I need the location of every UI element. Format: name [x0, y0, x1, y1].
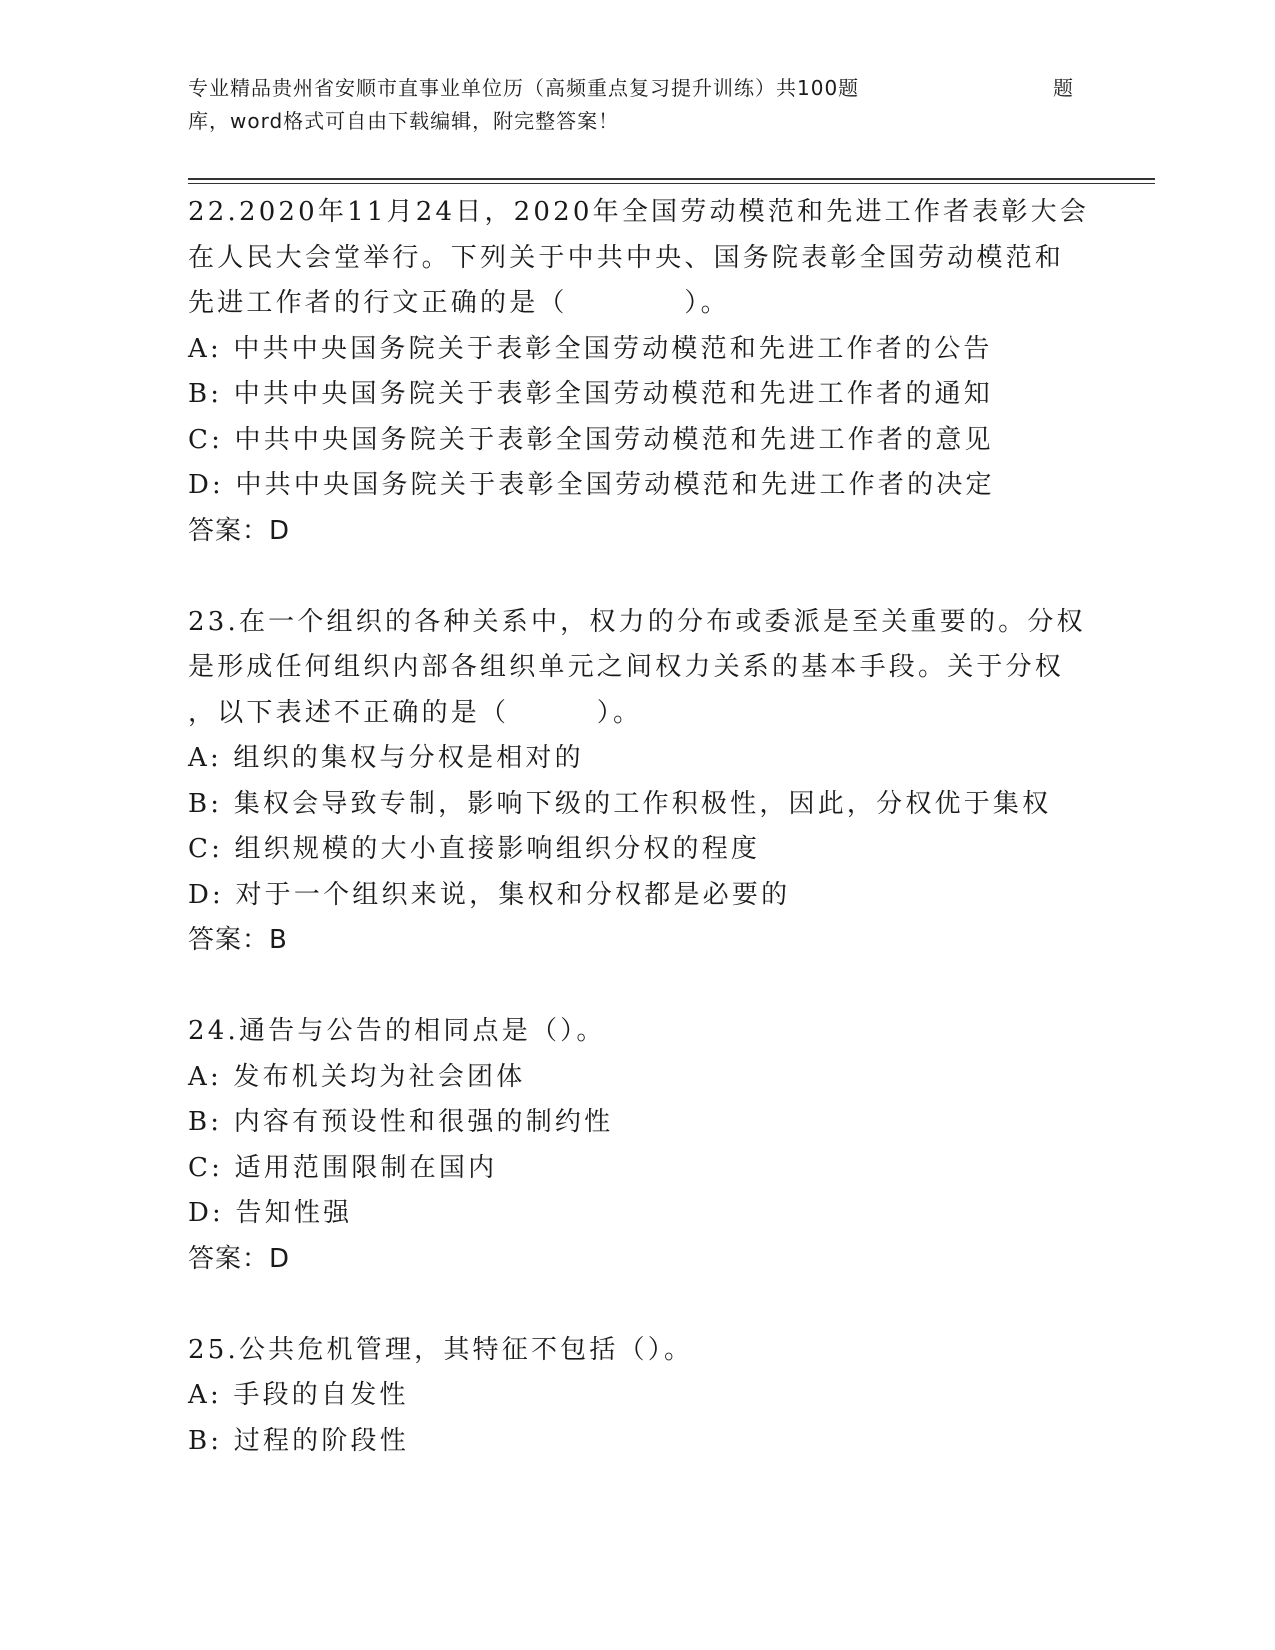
- question-spacer: [188, 1282, 1138, 1328]
- option-a: A: 手段的自发性: [188, 1380, 409, 1410]
- option-d: D: 中共中央国务院关于表彰全国劳动模范和先进工作者的决定: [188, 470, 995, 500]
- question-spacer: [188, 554, 1138, 600]
- option-a: A: 中共中央国务院关于表彰全国劳动模范和先进工作者的公告: [188, 333, 993, 364]
- header-line-2: 库，word格式可自由下载编辑，附完整答案！: [188, 109, 620, 133]
- question-25: [188, 1328, 1138, 1465]
- option-c: C: 中共中央国务院关于表彰全国劳动模范和先进工作者的意见: [188, 424, 994, 455]
- option-c: C: 适用范围限制在国内: [188, 1152, 498, 1183]
- question-list: [188, 190, 1138, 1464]
- question-22: [188, 190, 1138, 554]
- header-divider-thin: [188, 183, 1155, 184]
- header-title: 专业精品贵州省安顺市直事业单位历（高频重点复习提升训练）共100题: [188, 76, 860, 100]
- option-c: C: 组织规模的大小直接影响组织分权的程度: [188, 834, 761, 864]
- question-text-line: 25.公共危机管理，其特征不包括（）。: [188, 1334, 694, 1365]
- header-title-tail: 题: [1053, 76, 1074, 100]
- option-b: B: 过程的阶段性: [188, 1425, 409, 1456]
- document-header: [188, 72, 1088, 138]
- question-text-line: 23.在一个组织的各种关系中，权力的分布或委派是至关重要的。分权: [188, 606, 1086, 637]
- answer: 答案：B: [188, 925, 288, 955]
- option-b: B: 中共中央国务院关于表彰全国劳动模范和先进工作者的通知: [188, 379, 993, 409]
- question-text-line: 24.通告与公告的相同点是（）。: [188, 1016, 606, 1046]
- option-a: A: 组织的集权与分权是相对的: [188, 743, 584, 773]
- question-spacer: [188, 964, 1138, 1010]
- question-text-line: 是形成任何组织内部各组织单元之间权力关系的基本手段。关于分权: [188, 652, 1065, 682]
- question-24: [188, 1009, 1138, 1282]
- answer: 答案：D: [188, 1243, 291, 1274]
- question-text-line: 22.2020年11月24日，2020年全国劳动模范和先进工作者表彰大会: [188, 197, 1090, 227]
- option-b: B: 集权会导致专制，影响下级的工作积极性，因此，分权优于集权: [188, 788, 1052, 819]
- question-text-line: 先进工作者的行文正确的是（ ）。: [188, 288, 730, 318]
- header-line-1: [188, 72, 1088, 105]
- question-23: [188, 600, 1138, 964]
- option-d: D: 告知性强: [188, 1198, 353, 1228]
- question-text-line: 在人民大会堂举行。下列关于中共中央、国务院表彰全国劳动模范和: [188, 242, 1065, 273]
- question-text-line: ，以下表述不正确的是（ ）。: [188, 697, 643, 728]
- option-d: D: 对于一个组织来说，集权和分权都是必要的: [188, 879, 791, 910]
- header-divider-thick: [188, 178, 1155, 180]
- option-b: B: 内容有预设性和很强的制约性: [188, 1107, 614, 1137]
- answer: 答案：D: [188, 515, 291, 546]
- option-a: A: 发布机关均为社会团体: [188, 1061, 526, 1092]
